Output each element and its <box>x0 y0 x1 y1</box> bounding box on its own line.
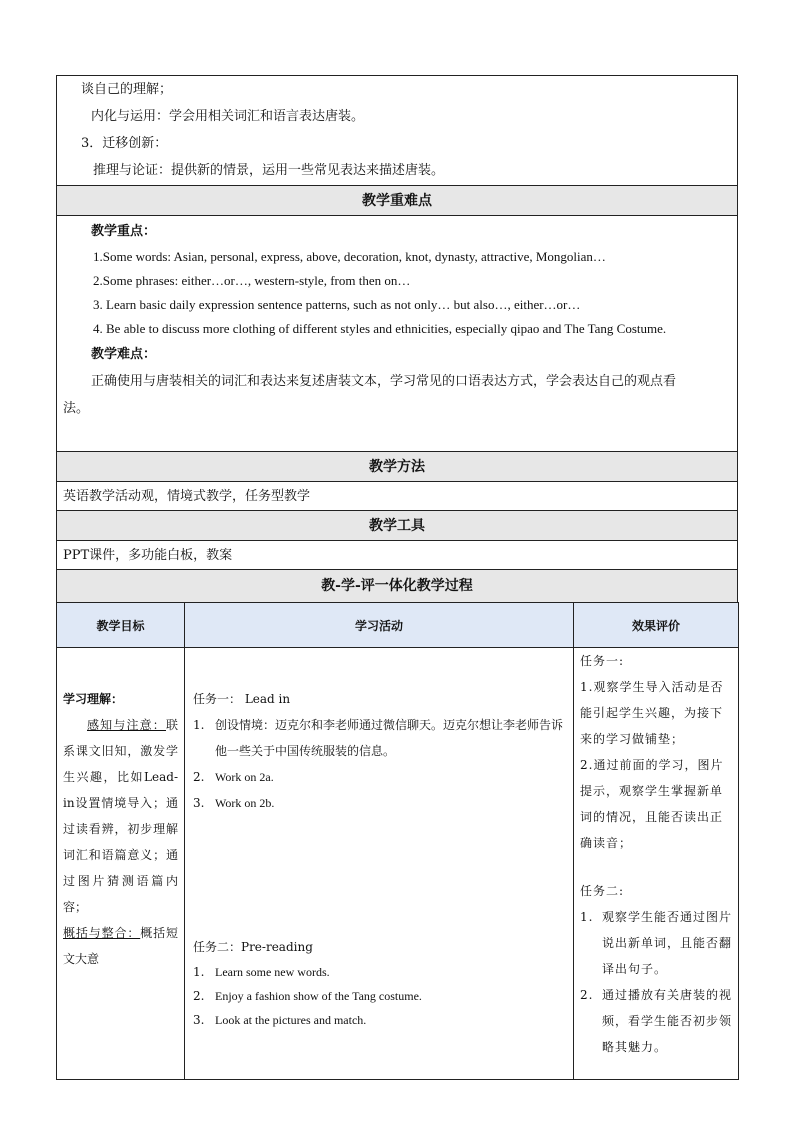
list-item <box>580 982 732 1060</box>
list-item <box>193 960 565 984</box>
goal-block-2 <box>63 920 178 972</box>
list-number: 3. <box>193 1013 205 1027</box>
task2-title: 任务二：Pre-reading <box>193 940 313 954</box>
list-number: 2. <box>193 770 205 784</box>
list-item <box>193 790 565 816</box>
focus-item: 1.Some words: Asian, personal, express, above, decoration, knot, dynasty, attractive, Mongolian… <box>93 249 606 264</box>
eval-cell <box>574 648 739 1080</box>
goal-title: 学习理解： <box>63 692 124 706</box>
focus-label: 教学重点： <box>91 224 157 239</box>
list-number: 2. <box>193 989 205 1003</box>
difficulty-label: 教学难点： <box>91 347 157 362</box>
text-line: 谈自己的理解； <box>81 82 173 97</box>
list-item <box>193 1008 565 1032</box>
list-number: 1. <box>193 718 205 732</box>
task1-title: 任务一： Lead in <box>193 692 291 706</box>
core-literacy-section <box>56 75 738 185</box>
list-item <box>193 712 565 764</box>
list-text: Look at the pictures and match. <box>215 1013 367 1027</box>
col-header-activity: 学习活动 <box>185 603 574 648</box>
list-item <box>580 904 732 982</box>
goal-subtitle: 概括与整合： <box>63 926 141 940</box>
key-points-section <box>56 215 738 451</box>
goal-block-1 <box>63 712 178 920</box>
list-number: 3. <box>193 796 205 810</box>
goal-body: 联系课文旧知，激发学生兴趣，比如Lead-in设置情境导入；通过读看辨，初步理解词汇和语篇意义；通过图片猜测语篇内容； <box>63 718 178 914</box>
eval-paragraph: 2.通过前面的学习，图片提示，观察学生掌握新单词的情况，且能否读出正确读音； <box>580 758 724 850</box>
goal-cell <box>57 648 185 1080</box>
list-number: 1. <box>193 965 205 979</box>
tools-header: 教学工具 <box>56 510 738 540</box>
activity-cell <box>185 648 574 1080</box>
list-text: Learn some new words. <box>215 965 330 979</box>
tools-text: PPT课件，多功能白板，教案 <box>56 540 738 569</box>
text-line: 推理与论证：提供新的情景，运用一些常见表达来描述唐装。 <box>93 163 445 178</box>
focus-item: 4. Be able to discuss more clothing of different styles and ethnicities, especially qipao and The Tang Costume. <box>93 321 667 336</box>
list-item <box>193 764 565 790</box>
text-line: 内化与运用：学会用相关词汇和语言表达唐装。 <box>91 109 365 124</box>
eval-paragraph: 1.观察学生导入活动是否能引起学生兴趣，为接下来的学习做铺垫； <box>580 680 724 746</box>
difficulty-text: 法。 <box>63 401 90 416</box>
eval-task1-title: 任务一: <box>580 654 625 668</box>
list-text: 创设情境：迈克尔和李老师通过微信聊天。迈克尔想让李老师告诉他一些关于中国传统服装的信息。 <box>215 718 564 758</box>
process-header: 教-学-评一体化教学过程 <box>56 569 738 602</box>
method-text: 英语教学活动观，情境式教学，任务型教学 <box>56 481 738 510</box>
list-text: Work on 2b. <box>215 796 275 810</box>
process-table-header-row <box>57 603 739 648</box>
list-text: Enjoy a fashion show of the Tang costume. <box>215 989 422 1003</box>
col-header-goal: 教学目标 <box>57 603 185 648</box>
difficulty-text: 正确使用与唐装相关的词汇和表达来复述唐装文本，学习常见的口语表达方式，学会表达自己的观点看 <box>91 374 677 389</box>
list-text: Work on 2a. <box>215 770 274 784</box>
key-points-header: 教学重难点 <box>56 185 738 215</box>
list-text: 通过播放有关唐装的视频，看学生能否初步领略其魅力。 <box>602 988 733 1054</box>
focus-item: 2.Some phrases: either…or…, western-style, from then on… <box>93 273 411 288</box>
list-text: 观察学生能否通过图片说出新单词，且能否翻译出句子。 <box>602 910 733 976</box>
eval-task2-title: 任务二: <box>580 884 625 898</box>
text-line: 3．迁移创新： <box>81 136 168 151</box>
focus-item: 3. Learn basic daily expression sentence patterns, such as not only… but also…, either…or… <box>93 297 581 312</box>
col-header-eval: 效果评价 <box>574 603 739 648</box>
list-item <box>193 984 565 1008</box>
process-table <box>56 602 739 1080</box>
goal-body: 概括短文大意 <box>63 926 178 966</box>
lesson-plan-page <box>56 75 738 1080</box>
list-number: 1. <box>580 910 594 924</box>
list-number: 2. <box>580 988 594 1002</box>
method-header: 教学方法 <box>56 451 738 481</box>
goal-subtitle: 感知与注意： <box>87 718 166 732</box>
table-row <box>57 648 739 1080</box>
